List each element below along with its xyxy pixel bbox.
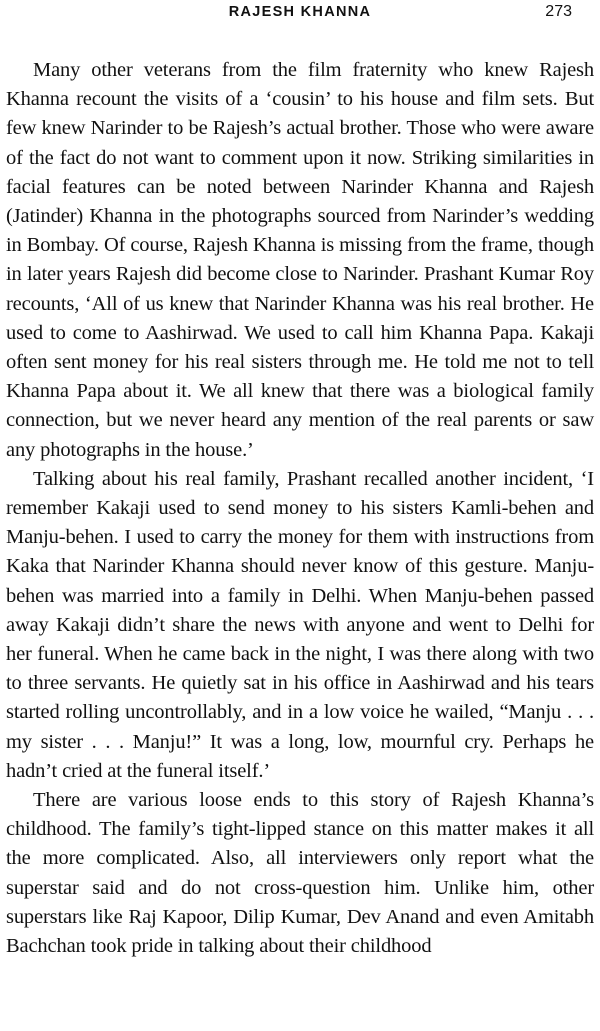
paragraph-1: Many other veterans from the film fraternity who knew Rajesh Khanna recount the visits of a ‘cousin’ to his house and film sets. But few knew Narinder to be Rajesh’s actual brother. Those who were aware of the fact do not want to comment upon it now. Striking similarities in facial features can be noted between Narinder Khanna and Rajesh (Jatinder) Khanna in the photographs sourced from Narinder’s wedding in Bombay. Of course, Rajesh Khanna is missing from the frame, though in later years Rajesh did become close to Narinder. Prashant Kumar Roy recounts, ‘All of us knew that Narinder Khanna was his real brother. He used to come to Aashirwad. We used to call him Khanna Papa. Kakaji often sent money for his real sisters through me. He told me not to tell Khanna Papa about it. We all knew that there was a biological family connection, but we never heard any mention of the real parents or saw any photographs in the house.’ — [6, 59, 594, 461]
paragraph-3: There are various loose ends to this story of Rajesh Khanna’s childhood. The family’s tight-lipped stance on this matter makes it all the more complicated. Also, all interviewers only report what the superstar said and do not cross-question him. Unlike him, other superstars like Raj Kapoor, Dilip Kumar, Dev Anand and even Amitabh Bachchan took pride in talking about their childhood — [6, 789, 594, 958]
paragraph-2: Talking about his real family, Prashant recalled another incident, ‘I remember Kakaji used to send money to his sisters Kamli-behen and Manju-behen. I used to carry the money for them with instructions from Kaka that Narinder Khanna should never know of this gesture. Manju-behen was married into a family in Delhi. When Manju-behen passed away Kakaji didn’t share the news with anyone and went to Delhi for her funeral. When he came back in the night, I was there along with two to three servants. He quietly sat in his office in Aashirwad and his tears started rolling uncontrollably, and in a low voice he wailed, “Manju . . . my sister . . . Manju!” It was a long, low, mournful cry. Perhaps he hadn’t cried at the funeral itself.’ — [6, 467, 594, 782]
page-number: 273 — [545, 3, 572, 20]
running-head — [0, 2, 600, 24]
running-title: RAJESH KHANNA — [228, 4, 372, 20]
body-text — [6, 56, 594, 961]
